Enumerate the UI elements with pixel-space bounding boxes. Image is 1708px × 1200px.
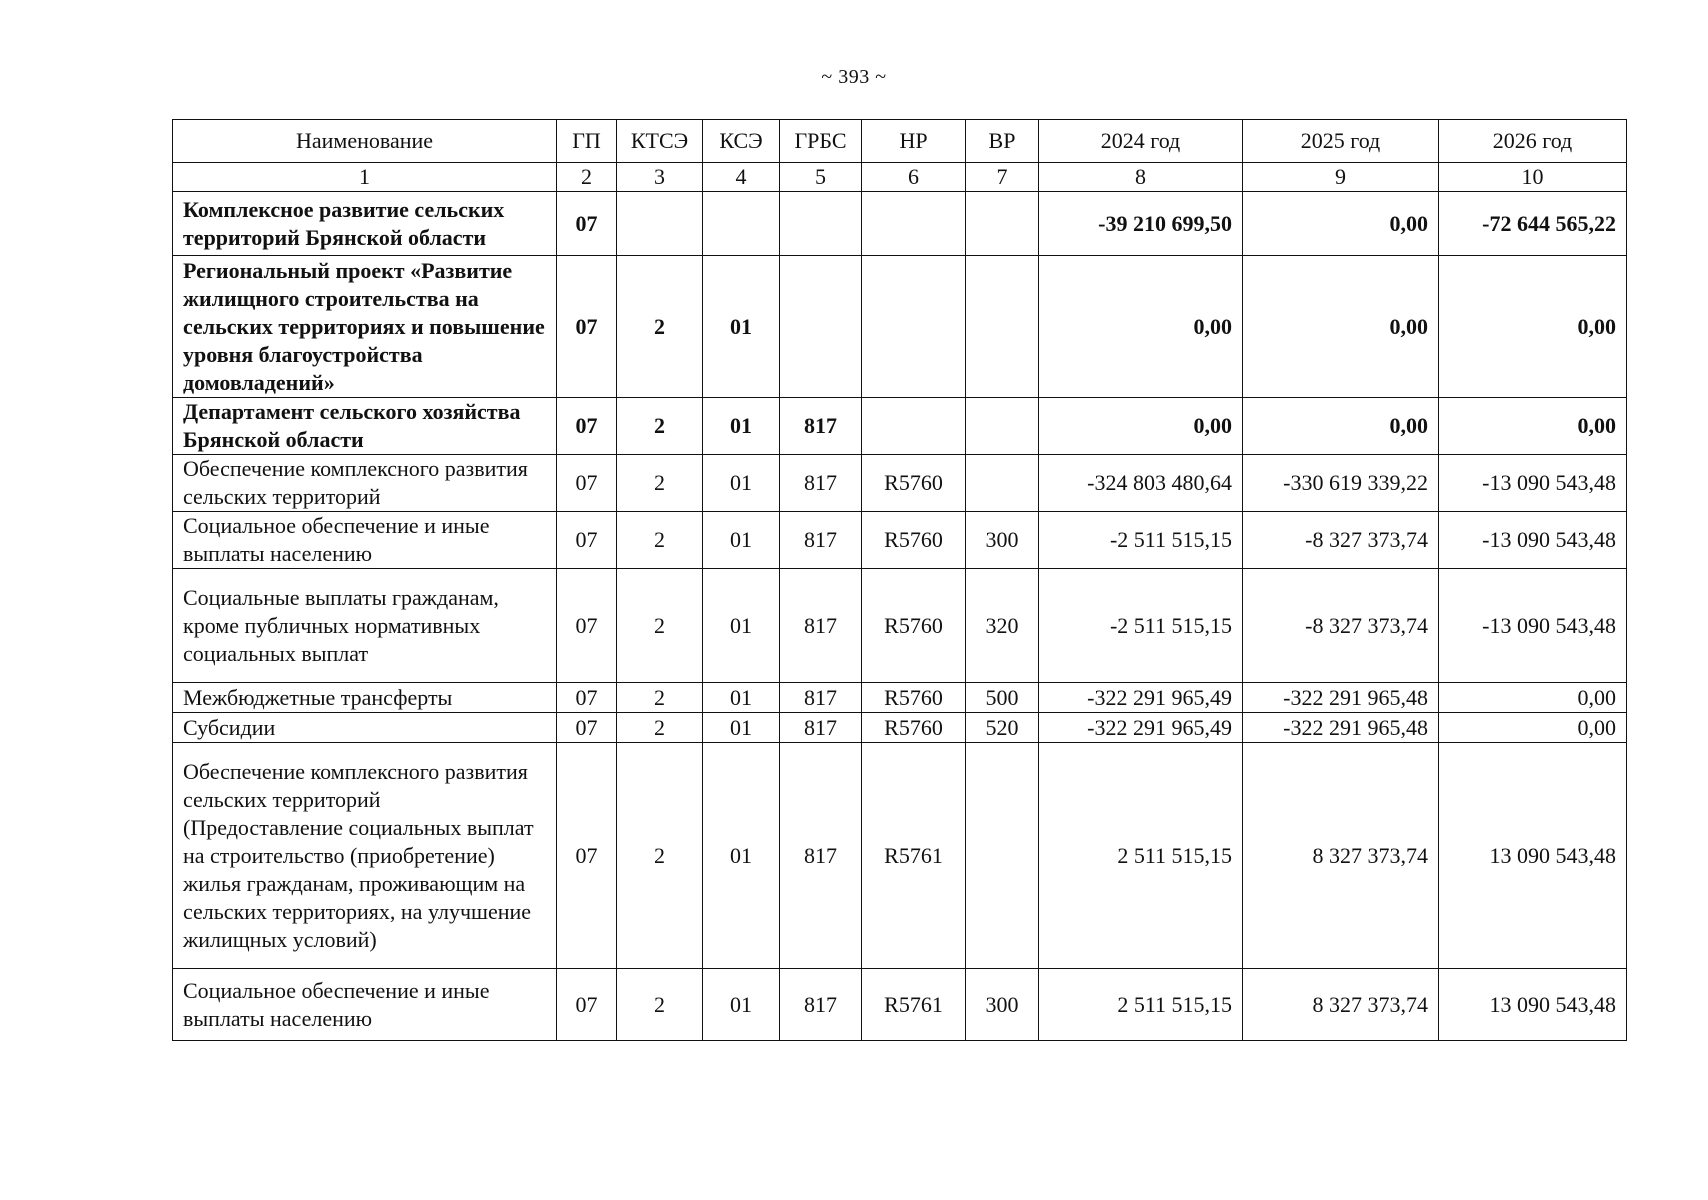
header-grbs: ГРБС: [780, 120, 862, 163]
row-vr: [966, 256, 1039, 398]
row-grbs: [780, 192, 862, 256]
row-name: Социальное обеспечение и иные выплаты населению: [173, 969, 557, 1041]
row-gp: 07: [557, 192, 617, 256]
row-amount-2024: -322 291 965,49: [1039, 713, 1243, 743]
row-kse: 01: [703, 512, 780, 569]
row-amount-2026: 13 090 543,48: [1439, 969, 1627, 1041]
row-name: Обеспечение комплексного развития сельских территорий: [173, 455, 557, 512]
row-kse: 01: [703, 683, 780, 713]
row-vr: [966, 398, 1039, 455]
row-ktse: 2: [617, 713, 703, 743]
row-grbs: 817: [780, 969, 862, 1041]
row-name: Межбюджетные трансферты: [173, 683, 557, 713]
row-gp: 07: [557, 743, 617, 969]
row-amount-2025: -8 327 373,74: [1243, 512, 1439, 569]
row-nr: R5761: [862, 743, 966, 969]
row-kse: 01: [703, 455, 780, 512]
row-vr: 300: [966, 512, 1039, 569]
header-name: Наименование: [173, 120, 557, 163]
row-grbs: 817: [780, 512, 862, 569]
row-name: Обеспечение комплексного развития сельских территорий (Предоставление социальных выплат на строительство (приобретение) жилья гражданам, проживающим на сельских территориях, на улучшение жилищных условий): [173, 743, 557, 969]
table-row: [173, 969, 1627, 1041]
row-kse: 01: [703, 398, 780, 455]
row-name: Субсидии: [173, 713, 557, 743]
row-nr: [862, 256, 966, 398]
column-number: 5: [780, 163, 862, 192]
row-gp: 07: [557, 713, 617, 743]
header-nr: НР: [862, 120, 966, 163]
header-ktse: КТСЭ: [617, 120, 703, 163]
row-kse: 01: [703, 713, 780, 743]
row-gp: 07: [557, 569, 617, 683]
row-amount-2026: 13 090 543,48: [1439, 743, 1627, 969]
column-number: 9: [1243, 163, 1439, 192]
column-number: 8: [1039, 163, 1243, 192]
row-ktse: 2: [617, 743, 703, 969]
table-row: [173, 743, 1627, 969]
row-vr: 500: [966, 683, 1039, 713]
row-gp: 07: [557, 969, 617, 1041]
table-row: [173, 192, 1627, 256]
row-gp: 07: [557, 512, 617, 569]
row-amount-2025: -8 327 373,74: [1243, 569, 1439, 683]
column-number: 10: [1439, 163, 1627, 192]
page-number: ~ 393 ~: [821, 66, 887, 88]
row-amount-2026: 0,00: [1439, 713, 1627, 743]
row-amount-2026: 0,00: [1439, 398, 1627, 455]
row-kse: [703, 192, 780, 256]
row-grbs: 817: [780, 569, 862, 683]
row-amount-2025: 0,00: [1243, 398, 1439, 455]
row-amount-2025: 0,00: [1243, 192, 1439, 256]
row-nr: R5760: [862, 683, 966, 713]
row-amount-2025: -330 619 339,22: [1243, 455, 1439, 512]
table-row: [173, 398, 1627, 455]
row-ktse: 2: [617, 256, 703, 398]
row-name: Социальные выплаты гражданам, кроме публичных нормативных социальных выплат: [173, 569, 557, 683]
row-gp: 07: [557, 398, 617, 455]
row-vr: [966, 455, 1039, 512]
row-nr: R5761: [862, 969, 966, 1041]
column-number: 7: [966, 163, 1039, 192]
row-vr: [966, 743, 1039, 969]
row-amount-2025: -322 291 965,48: [1243, 713, 1439, 743]
row-name: Социальное обеспечение и иные выплаты населению: [173, 512, 557, 569]
table-row: [173, 569, 1627, 683]
row-amount-2024: -322 291 965,49: [1039, 683, 1243, 713]
row-amount-2026: -13 090 543,48: [1439, 455, 1627, 512]
row-ktse: 2: [617, 569, 703, 683]
column-number: 6: [862, 163, 966, 192]
row-nr: R5760: [862, 455, 966, 512]
row-ktse: [617, 192, 703, 256]
row-amount-2024: -2 511 515,15: [1039, 569, 1243, 683]
column-number: 2: [557, 163, 617, 192]
row-gp: 07: [557, 455, 617, 512]
header-vr: ВР: [966, 120, 1039, 163]
table-row: [173, 455, 1627, 512]
row-amount-2024: -2 511 515,15: [1039, 512, 1243, 569]
header-kse: КСЭ: [703, 120, 780, 163]
row-nr: [862, 398, 966, 455]
row-grbs: [780, 256, 862, 398]
row-nr: R5760: [862, 569, 966, 683]
row-ktse: 2: [617, 683, 703, 713]
row-nr: R5760: [862, 713, 966, 743]
row-vr: 300: [966, 969, 1039, 1041]
row-amount-2025: -322 291 965,48: [1243, 683, 1439, 713]
row-amount-2024: -324 803 480,64: [1039, 455, 1243, 512]
row-gp: 07: [557, 256, 617, 398]
row-vr: 520: [966, 713, 1039, 743]
header-2025: 2025 год: [1243, 120, 1439, 163]
row-name: Комплексное развитие сельских территорий Брянской области: [173, 192, 557, 256]
row-vr: [966, 192, 1039, 256]
row-kse: 01: [703, 256, 780, 398]
row-kse: 01: [703, 969, 780, 1041]
row-ktse: 2: [617, 455, 703, 512]
row-grbs: 817: [780, 683, 862, 713]
row-amount-2024: 0,00: [1039, 256, 1243, 398]
column-number-row: [173, 163, 1627, 192]
table-row: [173, 512, 1627, 569]
row-grbs: 817: [780, 398, 862, 455]
header-row: [173, 120, 1627, 163]
row-amount-2026: -72 644 565,22: [1439, 192, 1627, 256]
header-gp: ГП: [557, 120, 617, 163]
row-amount-2025: 8 327 373,74: [1243, 743, 1439, 969]
header-2026: 2026 год: [1439, 120, 1627, 163]
row-ktse: 2: [617, 512, 703, 569]
row-ktse: 2: [617, 969, 703, 1041]
row-grbs: 817: [780, 455, 862, 512]
row-amount-2024: 0,00: [1039, 398, 1243, 455]
row-ktse: 2: [617, 398, 703, 455]
row-nr: R5760: [862, 512, 966, 569]
table-row: [173, 713, 1627, 743]
row-amount-2025: 8 327 373,74: [1243, 969, 1439, 1041]
table-row: [173, 683, 1627, 713]
row-vr: 320: [966, 569, 1039, 683]
column-number: 4: [703, 163, 780, 192]
row-gp: 07: [557, 683, 617, 713]
row-amount-2024: -39 210 699,50: [1039, 192, 1243, 256]
row-grbs: 817: [780, 713, 862, 743]
row-nr: [862, 192, 966, 256]
row-amount-2026: 0,00: [1439, 256, 1627, 398]
row-amount-2025: 0,00: [1243, 256, 1439, 398]
column-number: 3: [617, 163, 703, 192]
row-kse: 01: [703, 743, 780, 969]
row-grbs: 817: [780, 743, 862, 969]
budget-table: [172, 119, 1627, 1041]
row-name: Департамент сельского хозяйства Брянской области: [173, 398, 557, 455]
row-kse: 01: [703, 569, 780, 683]
row-amount-2026: -13 090 543,48: [1439, 569, 1627, 683]
row-name: Региональный проект «Развитие жилищного строительства на сельских территориях и повышение уровня благоустройства домовладений»: [173, 256, 557, 398]
row-amount-2024: 2 511 515,15: [1039, 743, 1243, 969]
table-row: [173, 256, 1627, 398]
row-amount-2026: -13 090 543,48: [1439, 512, 1627, 569]
row-amount-2026: 0,00: [1439, 683, 1627, 713]
header-2024: 2024 год: [1039, 120, 1243, 163]
column-number: 1: [173, 163, 557, 192]
row-amount-2024: 2 511 515,15: [1039, 969, 1243, 1041]
